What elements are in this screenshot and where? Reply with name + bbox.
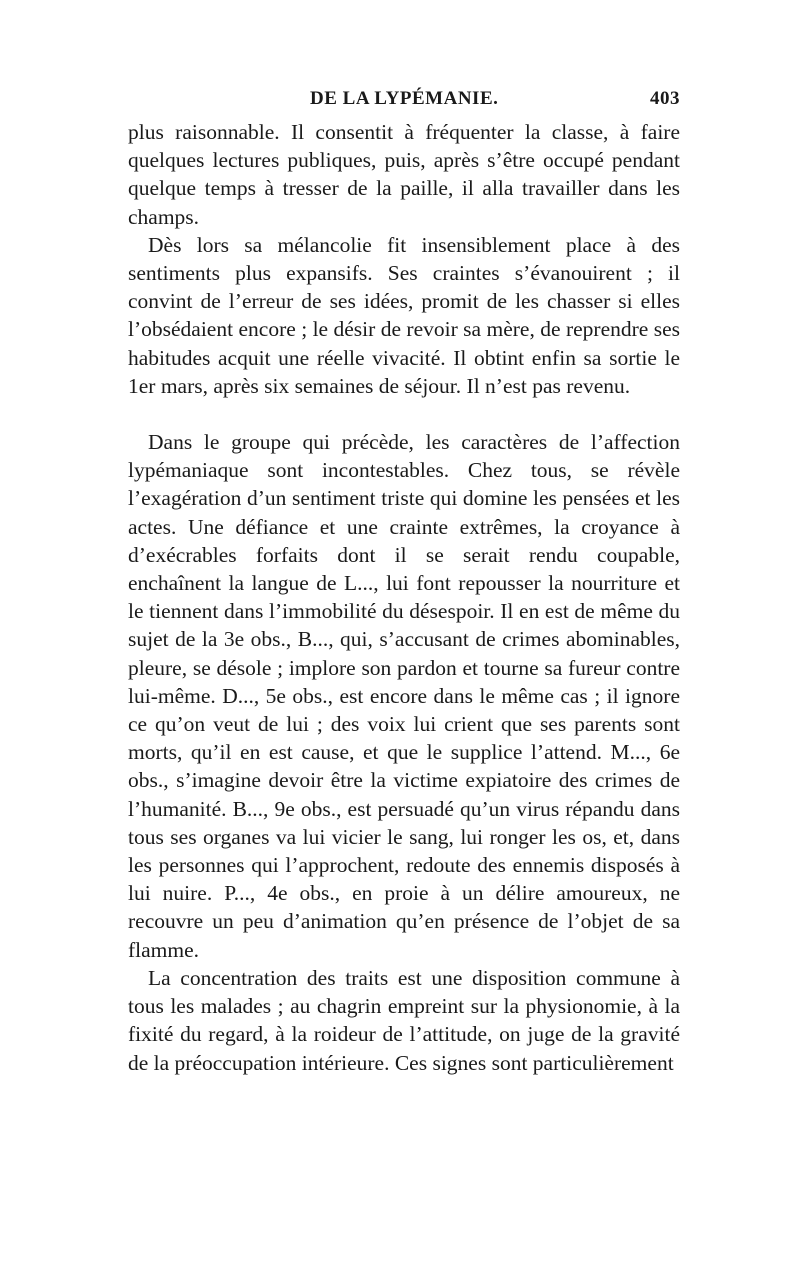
paragraph-2: Dès lors sa mélancolie fit insensiblement place à des sentiments plus expansifs. Ses craintes s’évanouirent ; il convint de l’erreur de ses idées, promit de les chasser si elles l’obsédaient encore ; le désir de revoir sa mère, de reprendre ses habitudes acquit une réelle vivacité. Il obtint enfin sa sortie le 1er mars, après six semaines de séjour. Il n’est pas revenu. — [128, 232, 680, 398]
paragraph-1: plus raisonnable. Il consentit à fréquenter la classe, à faire quelques lectures publiques, puis, après s’être occupé pendant quelque temps à tresser de la paille, il alla travailler dans les champs. — [128, 120, 680, 229]
book-page — [128, 88, 680, 1077]
page-number: 403 — [650, 88, 680, 109]
paragraph-4: La concentration des traits est une disposition commune à tous les malades ; au chagrin empreint sur la physionomie, à la fixité du regard, à la roideur de l’attitude, on juge de la gravité de la préoccupation intérieure. Ces signes sont particulièrement — [128, 965, 680, 1075]
page-header — [128, 88, 680, 118]
paragraph-3: Dans le groupe qui précède, les caractères de l’affection lypémaniaque sont incontestables. Chez tous, se révèle l’exagération d’un sentiment triste qui domine les pensées et les actes. Une défiance et une crainte extrêmes, la croyance à d’exécrables forfaits dont il se serait rendu coupable, enchaînent la langue de L..., lui font repousser la nourriture et le tiennent dans l’immobilité du désespoir. Il en est de même du sujet de la 3e obs., B..., qui, s’accusant de crimes abominables, pleure, se désole ; implore son pardon et tourne sa fureur contre lui-même. D..., 5e obs., est encore dans le même cas ; il ignore ce qu’on veut de lui ; des voix lui crient que ses parents sont morts, qu’il en est cause, et que le supplice l’attend. M..., 6e obs., s’imagine devoir être la victime expiatoire des crimes de l’humanité. B..., 9e obs., est persuadé qu’un virus répandu dans tous ses organes va lui vicier le sang, lui ronger les os, et, dans les personnes qui l’approchent, redoute des ennemis disposés à lui nuire. P..., 4e obs., en proie à un délire amoureux, ne recouvre un peu d’animation qu’en présence de l’objet de sa flamme. — [128, 430, 680, 962]
running-title: DE LA LYPÉMANIE. — [310, 88, 499, 109]
